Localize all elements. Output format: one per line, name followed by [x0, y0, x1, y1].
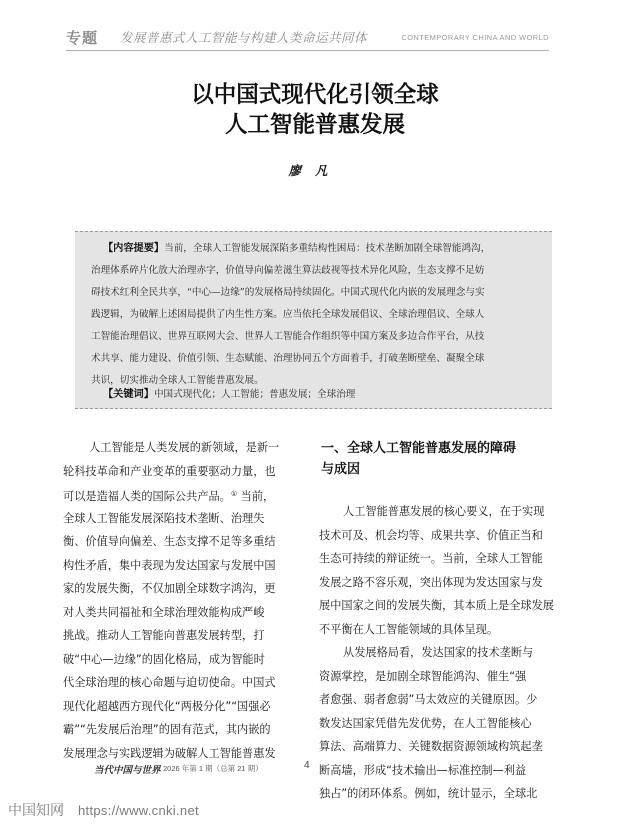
body-line: 资源掌控，是加剧全球智能鸿沟、催生“强 — [319, 669, 527, 683]
abstract-line: 术共享、能力建设、价值引领、生态赋能、治理协同五个方面着手，打破垄断壁垒、凝聚全球 — [91, 353, 485, 364]
body-line: 全球人工智能发展深陷技术垄断、治理失 — [63, 511, 265, 525]
abstract-line: 治理体系碎片化放大治理赤字，价值导向偏差滋生算法歧视等技术异化风险，生态支撑不足妨 — [91, 265, 485, 276]
body-line: 展中国家之间的发展失衡，其本质上是全球发展 — [319, 599, 554, 612]
body-line: 轮科技革命和产业变革的重要驱动力量，也 — [63, 464, 276, 478]
keywords: 中国式现代化；人工智能；普惠发展；全球治理 — [153, 389, 356, 400]
abstract-line: 碍技术红利全民共享，“中心—边缘”的发展格局持续固化。中国式现代化内嵌的发展理念与实 — [91, 287, 485, 298]
cnki-watermark — [8, 800, 199, 820]
section-tag: 专题 — [66, 29, 99, 47]
section-heading-line-2: 与成因 — [321, 462, 361, 477]
body-line: 从发展格局看，发达国家的技术垄断与 — [343, 646, 534, 659]
running-header — [66, 28, 549, 48]
body-line: 发展理念与实践逻辑为破解人工智能普惠发 — [63, 746, 276, 760]
article-title-line-1: 以中国式现代化引领全球 — [191, 82, 439, 108]
header-rule — [66, 50, 549, 51]
abstract-line: 践逻辑，为破解上述困局提供了内生性方案。应当依托全球发展倡议、全球治理倡议、全球人 — [91, 309, 485, 320]
abstract-label: 【内容提要】 — [103, 243, 165, 254]
body-line: 人工智能普惠发展的核心要义，在于实现 — [343, 505, 545, 518]
abstract-line: 共识，切实推动全球人工智能普惠发展。 — [91, 375, 264, 386]
abstract-line: 工智能治理倡议、世界互联网大会、世界人工智能合作组织等中国方案及多边合作平台，从技 — [91, 331, 485, 342]
keywords-label: 【关键词】 — [103, 389, 154, 400]
footer-issue: 2026 年第 1 期（总第 21 期） — [163, 764, 263, 773]
body-line: 发展之路不容乐观，突出体现为发达国家与发 — [319, 575, 543, 589]
body-line: 对人类共同福祉和全球治理效能构成严峻 — [63, 605, 265, 619]
article-title-line-2: 人工智能普惠发展 — [224, 112, 405, 138]
body-line: 独占”的闭环体系。例如，统计显示，全球北 — [319, 787, 538, 800]
body-line: 算法、高端算力、关键数据资源领域构筑起垄 — [319, 740, 543, 753]
series-title: 发展普惠式人工智能与构建人类命运共同体 — [120, 30, 368, 45]
body-line: 人工智能是人类发展的新领域，是新一 — [89, 441, 280, 454]
section-heading-line-1: 一、全球人工智能普惠发展的障碍 — [321, 441, 517, 456]
body-line: 霸”“先发展后治理”的固有范式，其内嵌的 — [63, 723, 271, 736]
watermark-url[interactable]: https://www.cnki.net — [78, 803, 199, 818]
body-line: 技术可及、机会均等、成果共享、价值正当和 — [319, 528, 543, 542]
footer-journal-name: 当代中国与世界 — [94, 765, 161, 776]
body-line: 者愈强、弱者愈弱”马太效应的关键原因。少 — [319, 693, 538, 706]
body-line: 代全球治理的核心命题与迫切使命。中国式 — [63, 676, 276, 689]
body-line: 数发达国家凭借先发优势，在人工智能核心 — [319, 716, 532, 730]
body-line: 可以是造福人类的国际公共产品。① 当前， — [63, 490, 275, 503]
body-line: 断高墙，形成“技术输出—标准控制—利益 — [319, 763, 527, 777]
abstract-line: 【内容提要】当前，全球人工智能发展深陷多重结构性困局：技术垄断加剧全球智能鸿沟， — [103, 243, 491, 254]
watermark-cn: 中国知网 — [8, 802, 64, 818]
body-line: 不平衡在人工智能领域的具体呈现。 — [319, 622, 499, 636]
footnote-marker[interactable]: ① — [230, 490, 238, 498]
author-name: 廖凡 — [288, 163, 342, 178]
body-line: 家的发展失衡，不仅加剧全球数字鸿沟，更 — [63, 582, 276, 595]
body-line: 现代化超越西方现代化“两极分化”“国强必 — [63, 699, 271, 713]
body-line: 生态可持续的辩证统一。当前，全球人工智能 — [319, 552, 543, 565]
body-line: 破“中心—边缘”的固化格局，成为智能时 — [63, 652, 265, 666]
keywords-line — [91, 384, 552, 406]
body-line: 挑战。推动人工智能向普惠发展转型，打 — [63, 629, 265, 642]
page-number: 4 — [304, 760, 310, 771]
journal-english-name: CONTEMPORARY CHINA AND WORLD — [401, 33, 549, 42]
body-line: 构性矛盾，集中表现为发达国家与发展中国 — [63, 558, 276, 572]
body-line: 衡、价值导向偏差、生态支撑不足等多重结 — [63, 535, 276, 548]
